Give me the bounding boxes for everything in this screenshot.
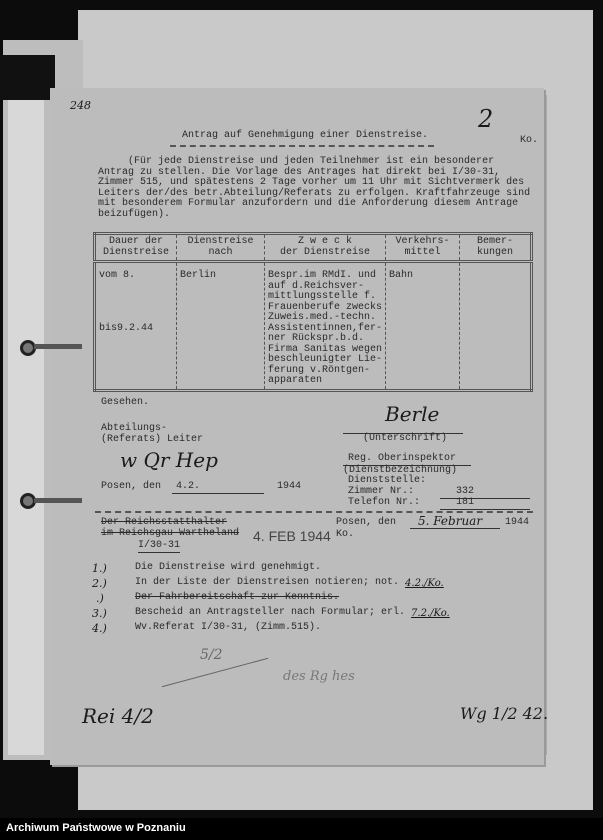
header-destination: Dienstreise nach <box>177 234 265 262</box>
place-date-label-2: Posen, den <box>336 517 397 528</box>
year-2: 1944 <box>505 517 530 528</box>
sheet-mark: 2 <box>478 105 494 133</box>
header-purpose: Z w e c k der Dienstreise <box>265 234 386 262</box>
intro-text: (Für jede Dienstreise und jeden Teilnehmer ist ein besonderer Antrag zu stellen. Die Vorlage des Antrages hat direkt bei I/30-31, Zimmer 515, und spätestens 2 Tage vorher um 11 Uhr mit Sichtvermerk des Leiters der/des betr.Abteilung/Referats zu erfolgen. Kraftfahrzeuge sind mit besonderem Formular anzufordern und die Anforderung diesem Antrage beizufügen). <box>98 156 531 220</box>
phone-number: 181 <box>440 498 530 510</box>
list-item: 1.) Die Dienstreise wird genehmigt. <box>92 562 322 575</box>
ko-mark: Ko. <box>520 135 539 146</box>
header-remarks: Bemer- kungen <box>460 234 532 262</box>
handwritten-initials-right: Wg 1/2 42. <box>460 704 549 723</box>
authority-line-2: im Reichsgau Wartheland <box>101 528 240 539</box>
rank-label: (Dienstbezeichnung) <box>343 465 471 477</box>
pencil-note-1: 5/2 <box>200 647 223 663</box>
header-duration: Dauer der Dienstreise <box>95 234 177 262</box>
rank: Reg. Oberinspektor <box>348 453 457 464</box>
document-title: Antrag auf Genehmigung einer Dienstreise. <box>182 130 429 141</box>
pencil-note-2: des Rg hes <box>283 669 355 684</box>
binder-clip <box>0 55 55 100</box>
received-stamp: 4. FEB 1944 <box>253 528 331 544</box>
duration-from: vom 8. <box>99 270 136 281</box>
applicant-signature: Berle <box>385 402 440 426</box>
duration-to: bis9.2.44 <box>99 322 154 334</box>
dept-head-label: Abteilungs- (Referats) Leiter <box>101 423 204 445</box>
office-label: Dienststelle: <box>348 475 427 486</box>
ko-2: Ko. <box>336 529 355 540</box>
authority-ref: I/30-31 <box>138 540 181 551</box>
binder-strip <box>8 95 44 755</box>
binder-pin <box>34 344 82 349</box>
title-underline <box>170 145 434 147</box>
seen-label: Gesehen. <box>101 397 150 408</box>
authority-line-1: Der Reichsstatthalter <box>101 517 228 528</box>
list-item: 4.) Wv.Referat I/30-31, (Zimm.515). <box>92 622 322 635</box>
handwritten-initials-left: Rei 4/2 <box>82 704 154 728</box>
place-date-label-1: Posen, den <box>101 481 162 492</box>
room-number: 332 <box>440 487 530 499</box>
page-number: 248 <box>70 99 91 112</box>
cell-remarks <box>460 262 532 391</box>
date-1: 4.2. <box>172 482 264 494</box>
header-transport: Verkehrs- mittel <box>386 234 460 262</box>
phone-label: Telefon Nr.: <box>348 497 421 508</box>
list-item: 2.) In der Liste der Dienstreisen notieren; not. 4.2./Ko. <box>92 577 444 590</box>
cell-destination: Berlin <box>177 262 265 391</box>
list-item: .) Der Fahrbereitschaft zur Kenntnis. <box>96 592 340 605</box>
date-2: 5. Februar <box>410 515 500 529</box>
cell-duration <box>95 262 177 391</box>
cell-transport: Bahn <box>386 262 460 391</box>
year-1: 1944 <box>277 481 302 492</box>
travel-table <box>93 232 533 392</box>
archive-footer: Archiwum Państwowe w Poznaniu <box>0 818 603 840</box>
cell-purpose: Bespr.im RMdI. und auf d.Reichsver- mittlungsstelle f. Frauenberufe zwecks Zuweis.med.-techn. Assistentinnen,fer- ner Rückspr.b.d. Firma Sanitas wegen beschleunigter Lie- ferung v.Röntgen- apparaten <box>265 262 386 391</box>
room-label: Zimmer Nr.: <box>348 486 415 497</box>
dept-head-signature: w Qr Hep <box>120 448 218 472</box>
list-item: 3.) Bescheid an Antragsteller nach Formular; erl. 7.2./Ko. <box>92 607 450 620</box>
binder-pin <box>34 498 82 503</box>
instruction-list <box>92 563 450 638</box>
signature-label: (Unterschrift) <box>343 433 463 445</box>
section-divider <box>95 511 533 513</box>
